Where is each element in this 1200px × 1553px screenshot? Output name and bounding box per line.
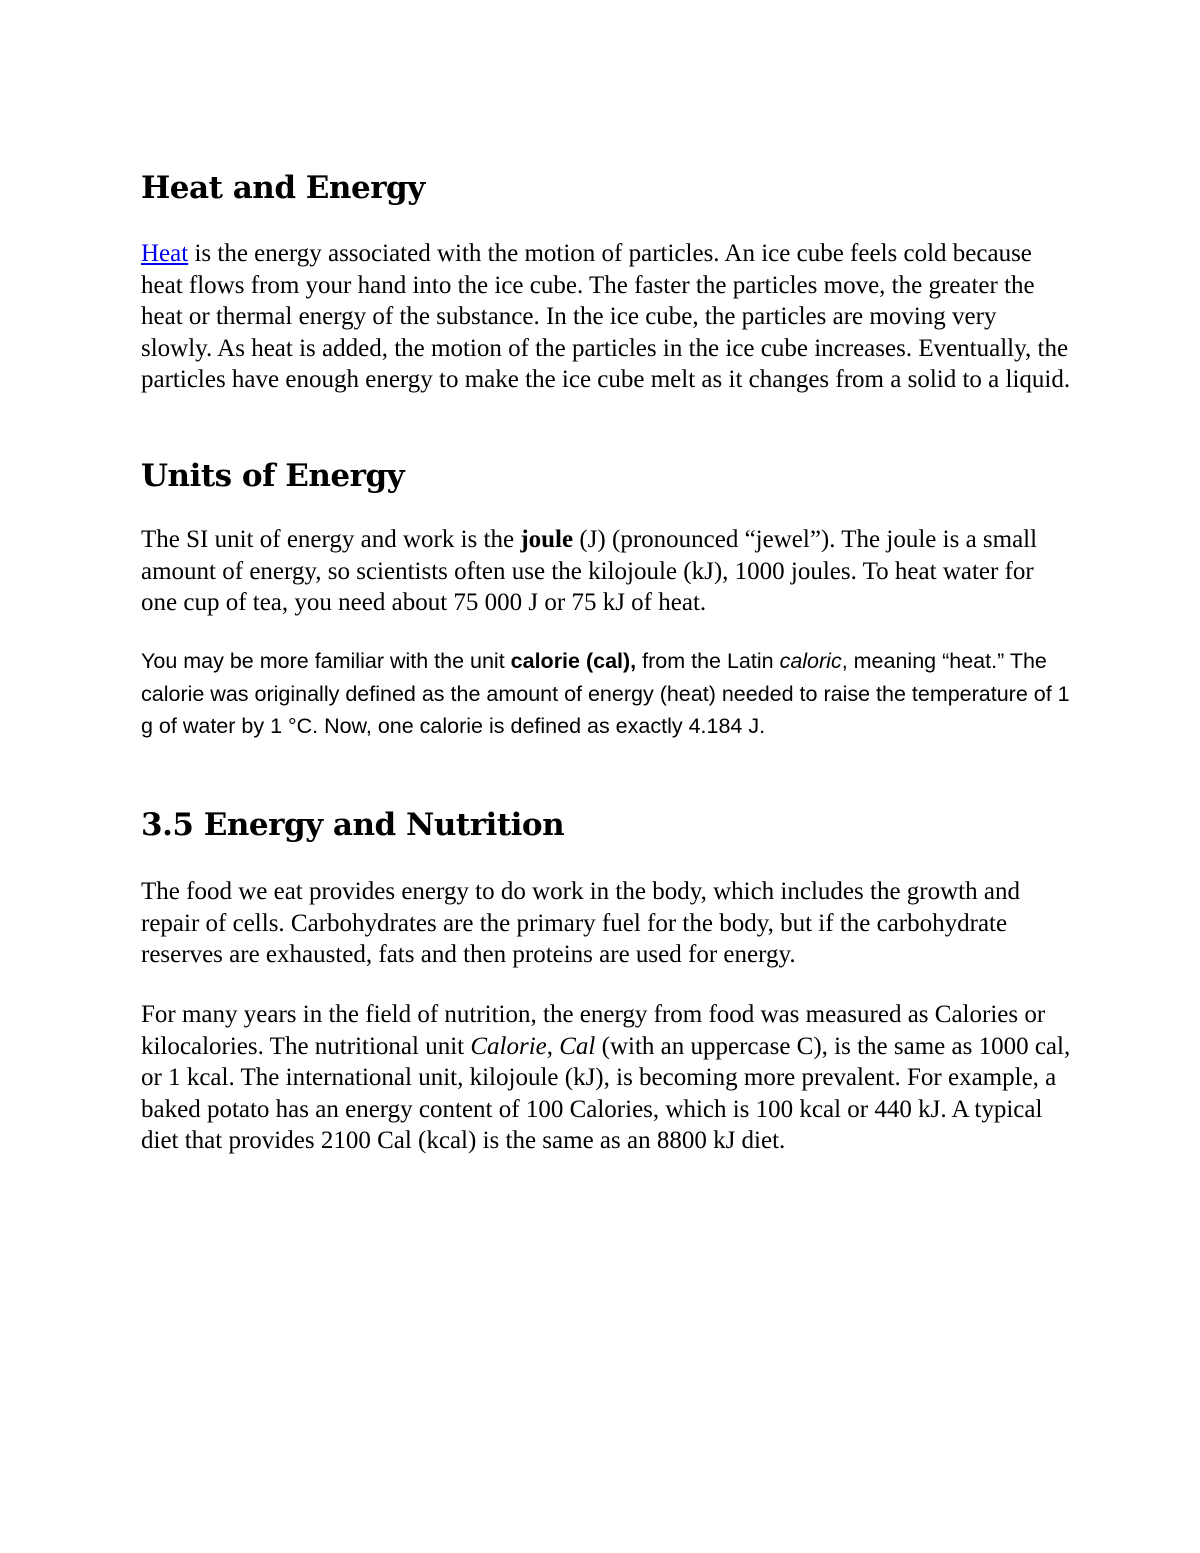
paragraph-heat-definition [141, 238, 1071, 396]
nutrition-text-before: For many years in the field of nutrition, the energy from food was measured as Calories or kilocalories. The nutritional unit [141, 1001, 1046, 1060]
calorie-text-mid: from the Latin [636, 649, 780, 673]
calorie-bold: calorie (cal), [510, 649, 637, 673]
nutrition-comma: , [546, 1032, 560, 1060]
paragraph-nutrition-units [141, 999, 1071, 1157]
heat-link[interactable]: Heat [141, 240, 189, 267]
joule-bold: joule [520, 526, 574, 553]
heading-energy-and-nutrition: 3.5 Energy and Nutrition [141, 807, 565, 843]
cal-italic: Cal [559, 1032, 596, 1060]
caloric-italic: caloric [779, 649, 842, 673]
paragraph-food-energy [141, 876, 1071, 971]
calorie-italic: Calorie [470, 1032, 547, 1060]
calorie-text-after: , meaning “heat.” The calorie was originally defined as the amount of energy (heat) needed to raise the temperature of 1 g of water by 1 °C. Now, one calorie is defined as exactly 4.184 J. [141, 649, 1070, 738]
nutrition-text-after: (with an uppercase C), is the same as 1000 cal, or 1 kcal. The international unit, kilojoule (kJ), is becoming more prevalent. For example, a baked potato has an energy content of 100 Calories, which is 100 kcal or 440 kJ. A typical diet that provides 2100 Cal (kcal) is the same as an 8800 kJ diet. [141, 1032, 1071, 1154]
calorie-text-before: You may be more familiar with the unit [141, 649, 511, 673]
food-energy-text: The food we eat provides energy to do work in the body, which includes the growth and repair of cells. Carbohydrates are the primary fuel for the body, but if the carbohydrate reserves are exhausted, fats and then proteins are used for energy. [141, 878, 1020, 968]
heat-definition-text: is the energy associated with the motion of particles. An ice cube feels cold because heat flows from your hand into the ice cube. The faster the particles move, the greater the heat or thermal energy of the substance. In the ice cube, the particles are moving very slowly. As heat is added, the motion of the particles in the ice cube increases. Eventually, the particles have enough energy to make the ice cube melt as it changes from a solid to a liquid. [141, 240, 1071, 393]
joule-text-before: The SI unit of energy and work is the [141, 526, 521, 553]
joule-text-after: (J) (pronounced “jewel”). The joule is a small amount of energy, so scientists often use the kilojoule (kJ), 1000 joules. To heat water for one cup of tea, you need about 75 000 J or 75 kJ of heat. [141, 526, 1038, 616]
heading-heat-and-energy: Heat and Energy [141, 170, 425, 206]
paragraph-calorie [141, 645, 1071, 743]
heading-units-of-energy: Units of Energy [141, 458, 405, 494]
paragraph-joule [141, 524, 1071, 619]
